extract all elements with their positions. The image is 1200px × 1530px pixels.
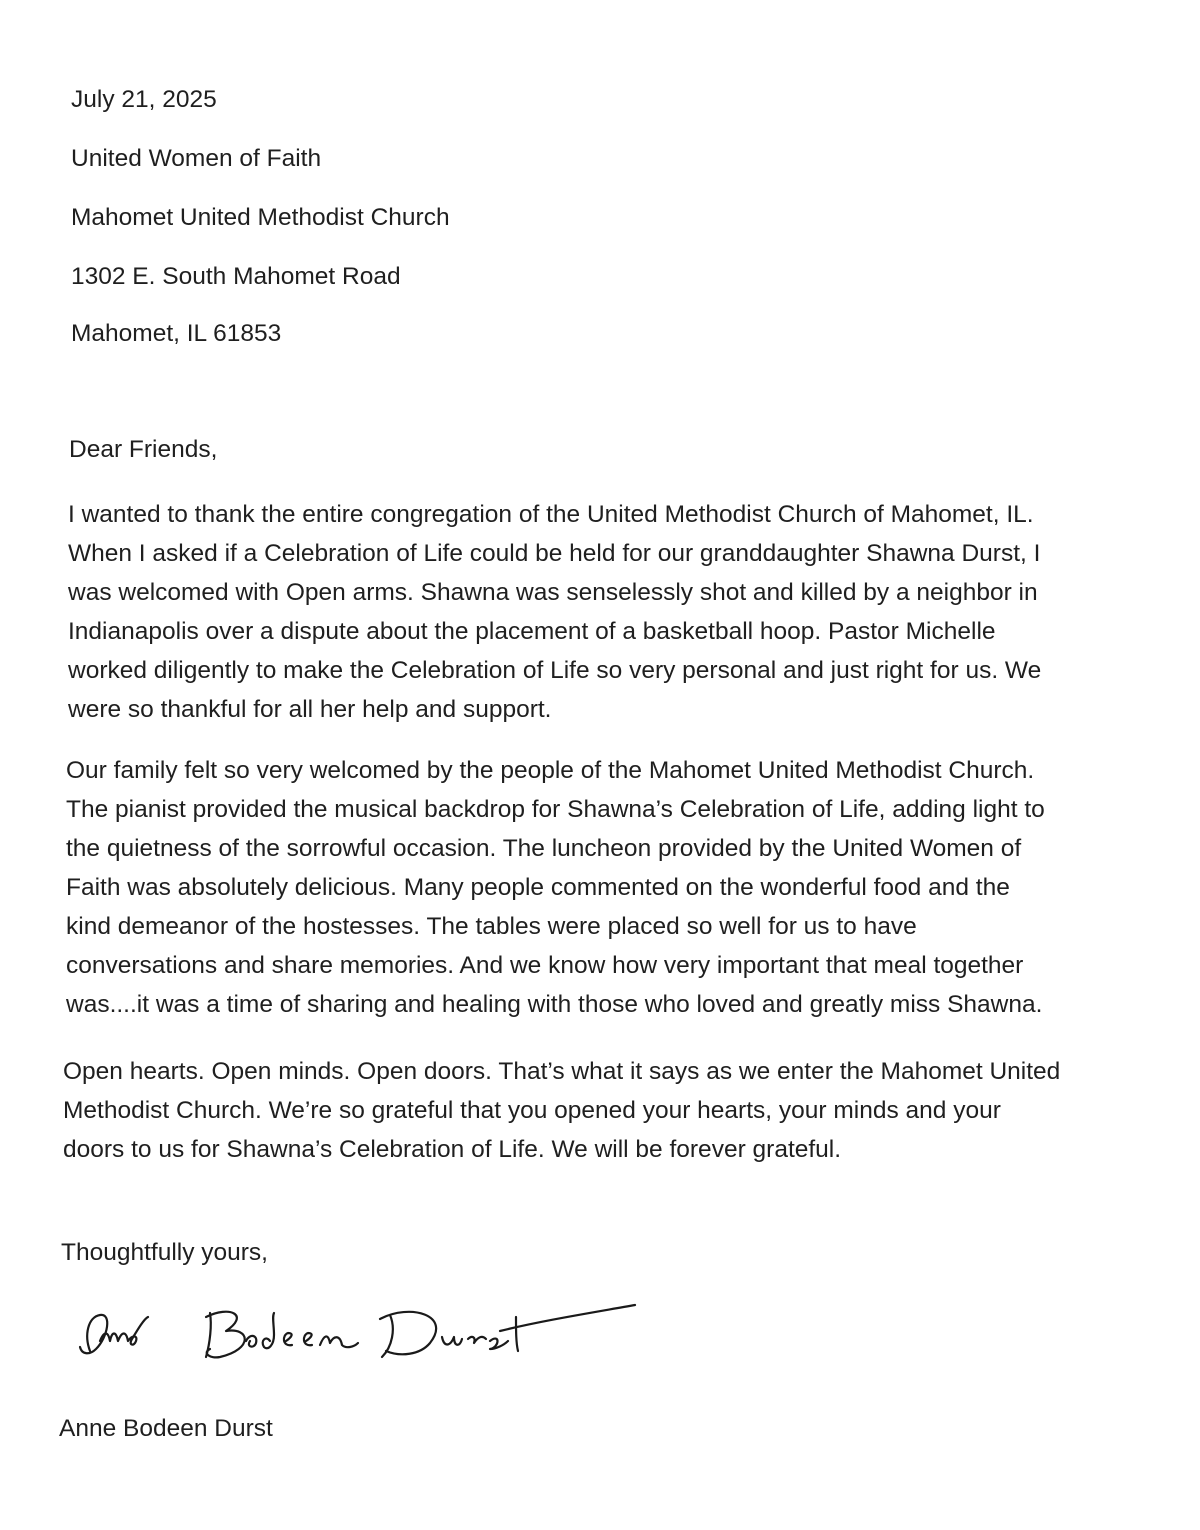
recipient-org: United Women of Faith — [71, 145, 322, 172]
body-paragraph-3 — [63, 1052, 1060, 1169]
recipient-church: Mahomet United Methodist Church — [71, 204, 450, 231]
body-paragraph-1 — [68, 495, 1041, 729]
paragraph-line: worked diligently to make the Celebration of Life so very personal and just right for us. We — [68, 657, 1042, 684]
paragraph-line: Methodist Church. We’re so grateful that you opened your hearts, your minds and your — [63, 1097, 1001, 1124]
paragraph-line: the quietness of the sorrowful occasion. The luncheon provided by the United Women of — [66, 835, 1022, 862]
paragraph-line: kind demeanor of the hostesses. The tables were placed so well for us to have — [66, 913, 917, 940]
signer-name: Anne Bodeen Durst — [59, 1415, 273, 1442]
recipient-street: 1302 E. South Mahomet Road — [71, 263, 401, 290]
paragraph-line: Our family felt so very welcomed by the people of the Mahomet United Methodist Church. — [66, 757, 1035, 784]
paragraph-line: The pianist provided the musical backdrop for Shawna’s Celebration of Life, adding light to — [66, 796, 1045, 823]
salutation: Dear Friends, — [69, 436, 218, 463]
paragraph-line: was welcomed with Open arms. Shawna was senselessly shot and killed by a neighbor in — [68, 579, 1038, 606]
paragraph-line: conversations and share memories. And we know how very important that meal together — [66, 952, 1024, 979]
paragraph-line: I wanted to thank the entire congregation of the United Methodist Church of Mahomet, IL. — [68, 501, 1034, 528]
handwritten-signature — [60, 1295, 650, 1375]
recipient-city: Mahomet, IL 61853 — [71, 320, 282, 347]
closing: Thoughtfully yours, — [61, 1239, 268, 1266]
paragraph-line: When I asked if a Celebration of Life could be held for our granddaughter Shawna Durst, I — [68, 540, 1041, 567]
paragraph-line: Open hearts. Open minds. Open doors. That’s what it says as we enter the Mahomet United — [63, 1058, 1061, 1085]
paragraph-line: was....it was a time of sharing and healing with those who loved and greatly miss Shawna. — [66, 991, 1043, 1018]
body-paragraph-2 — [66, 751, 1045, 1024]
paragraph-line: Indianapolis over a dispute about the placement of a basketball hoop. Pastor Michelle — [68, 618, 996, 645]
paragraph-line: doors to us for Shawna’s Celebration of Life. We will be forever grateful. — [63, 1136, 842, 1163]
paragraph-line: Faith was absolutely delicious. Many people commented on the wonderful food and the — [66, 874, 1010, 901]
paragraph-line: were so thankful for all her help and support. — [68, 696, 552, 723]
letter-date: July 21, 2025 — [71, 86, 217, 113]
